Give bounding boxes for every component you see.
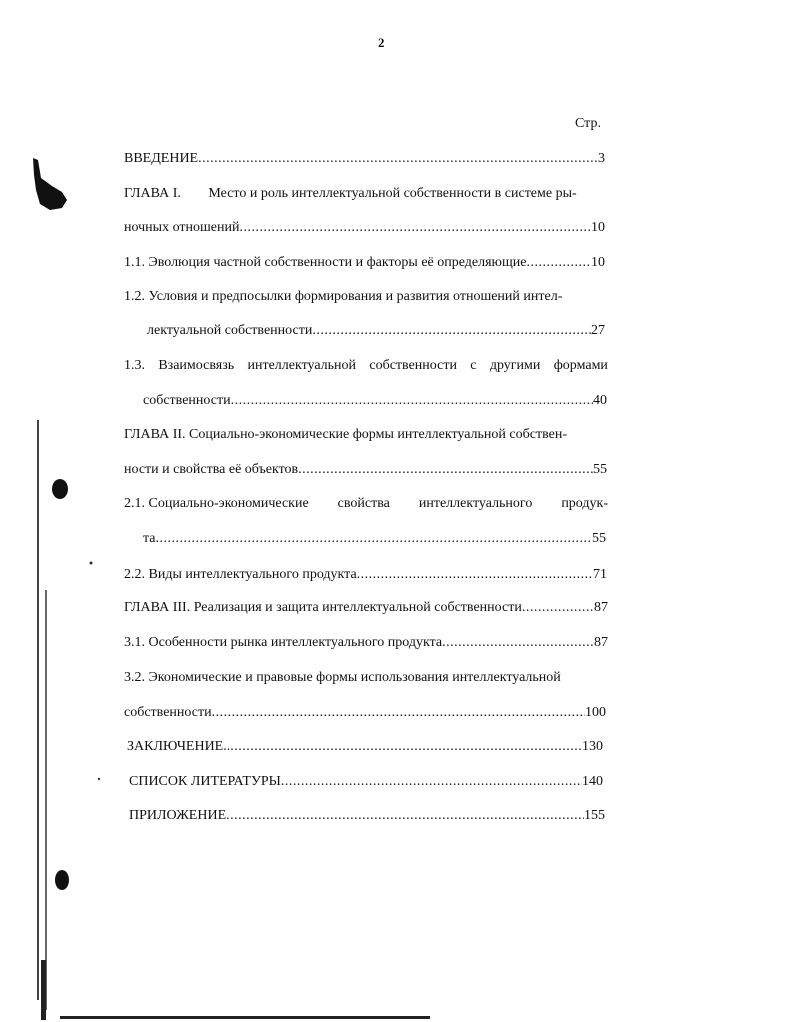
toc-entry-word: другими (489, 358, 541, 373)
toc-entry-word: интеллектуального (418, 496, 533, 511)
toc-entry-page: 10 (591, 220, 605, 235)
toc-entry-word: 2.1. Социально-экономические (124, 496, 309, 511)
toc-entry-word: свойства (337, 496, 390, 511)
page-column-label: Стр. (575, 116, 601, 131)
toc-entry-page: 55 (593, 462, 607, 477)
toc-entry-word: 1.3. (124, 358, 145, 373)
binder-hole-mark-top (33, 158, 67, 210)
bottom-edge-shadow (60, 1016, 430, 1019)
toc-entry-page: 3 (598, 151, 605, 166)
left-edge-shadow (41, 960, 46, 1020)
scan-speck (98, 778, 100, 780)
toc-entry-text: собственности (124, 705, 212, 720)
toc-entry-text: ПРИЛОЖЕНИЕ (129, 808, 227, 823)
toc-entry-text: ВВЕДЕНИЕ (124, 151, 199, 166)
toc-entry-text: ночных отношений (124, 220, 240, 235)
toc-entry-text: Место и роль интеллектуальной собственности в системе ры- (208, 186, 577, 201)
toc-entry-3-2-line1: 3.2. Экономические и правовые формы использования интеллектуальной (124, 670, 561, 685)
toc-entry-page: 55 (592, 531, 606, 546)
left-edge-shadow (45, 590, 47, 1010)
toc-entry-chapter2-line1: ГЛАВА II. Социально-экономические формы интеллектуальной собствен- (124, 427, 567, 442)
page-number: 2 (378, 35, 385, 50)
toc-entry-word: продук- (561, 496, 608, 511)
toc-entry-text: 3.1. Особенности рынка интеллектуального продукта (124, 635, 443, 650)
toc-entry-page: 71 (593, 567, 607, 582)
toc-entry-text: ЗАКЛЮЧЕНИЕ.. (127, 739, 231, 754)
left-edge-shadow (37, 420, 39, 1000)
toc-entry-word: собственности (369, 358, 457, 373)
toc-entry-text: ности и свойства её объектов (124, 462, 299, 477)
toc-entry-page: 140 (582, 774, 603, 789)
toc-entry-word: с (470, 358, 477, 373)
scan-speck (90, 562, 93, 565)
toc-entry-text: 1.1. Эволюция частной собственности и факторы её определяющие (124, 255, 527, 270)
toc-entry-page: 10 (591, 255, 605, 270)
toc-entry-1-2-line1: 1.2. Условия и предпосылки формирования и развития отношений интел- (124, 289, 563, 304)
toc-entry-word: Взаимосвязь (158, 358, 235, 373)
toc-entry-text: ГЛАВА I. (124, 186, 181, 201)
toc-entry-text: СПИСОК ЛИТЕРАТУРЫ (129, 774, 281, 789)
toc-entry-page: 27 (591, 323, 605, 338)
toc-entry-page: 40 (593, 393, 607, 408)
toc-entry-page: 87 (594, 635, 608, 650)
toc-entry-word: формами (553, 358, 608, 373)
binder-hole-mark-bottom (55, 870, 69, 890)
toc-entry-page: 87 (594, 600, 608, 615)
toc-entry-page: 100 (585, 705, 606, 720)
toc-entry-page: 155 (584, 808, 605, 823)
toc-entry-text: лектуальной собственности (147, 323, 313, 338)
toc-entry-text: ГЛАВА III. Реализация и защита интеллектуальной собственности (124, 600, 522, 615)
toc-entry-text: та (143, 531, 156, 546)
toc-entry-text: собственности (143, 393, 231, 408)
toc-entry-word: интеллектуальной (247, 358, 357, 373)
toc-entry-text: 2.2. Виды интеллектуального продукта (124, 567, 357, 582)
toc-entry-page: 130 (582, 739, 603, 754)
binder-hole-mark-middle (52, 479, 68, 499)
